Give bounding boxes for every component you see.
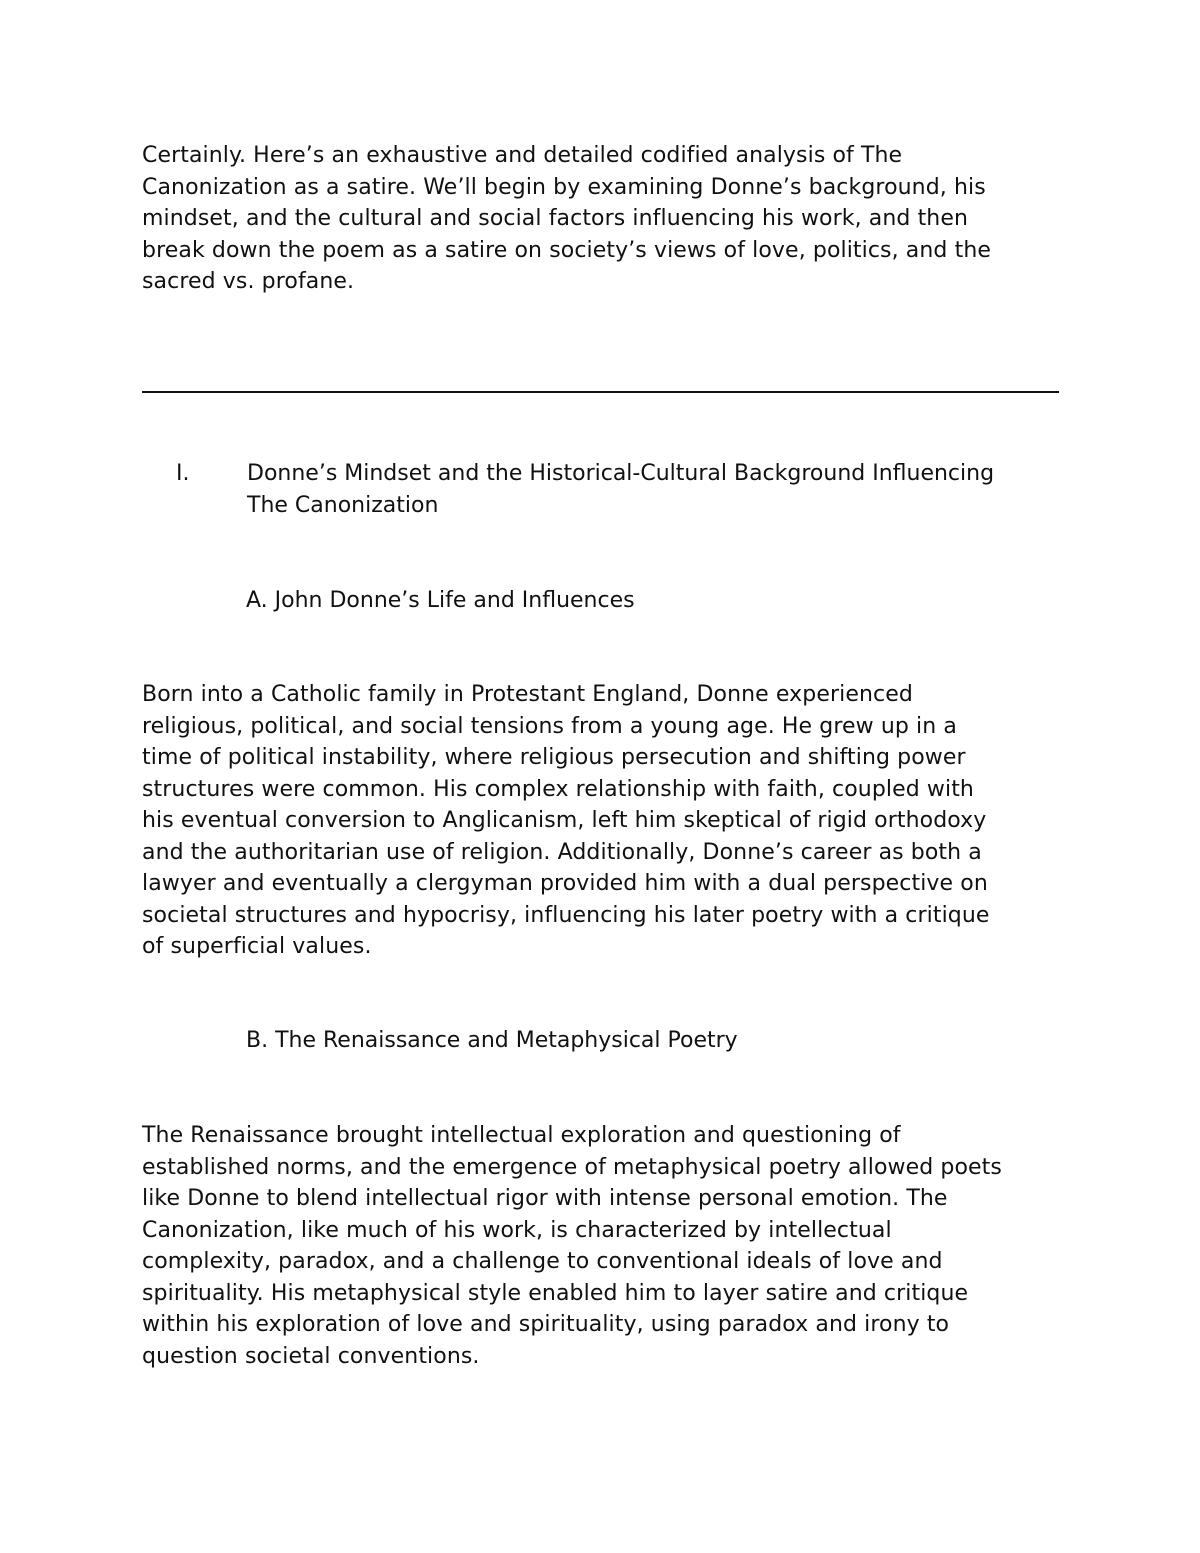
paragraph-line: complexity, paradox, and a challenge to conventional ideals of love and xyxy=(142,1249,943,1274)
subsection-b-paragraph xyxy=(142,1120,1072,1372)
paragraph-line: like Donne to blend intellectual rigor with intense personal emotion. The xyxy=(142,1186,948,1211)
section-numeral: I. xyxy=(176,461,190,486)
subsection-a-paragraph xyxy=(142,679,1072,963)
paragraph-line: The Renaissance brought intellectual exploration and questioning of xyxy=(142,1123,901,1148)
paragraph-line: societal structures and hypocrisy, influencing his later poetry with a critique xyxy=(142,902,990,928)
section-title-line: Donne’s Mindset and the Historical-Cultural Background Influencing xyxy=(247,461,995,486)
paragraph-line: within his exploration of love and spirituality, using paradox and irony to xyxy=(142,1312,950,1337)
paragraph-line: and the authoritarian use of religion. Additionally, Donne’s career as both a xyxy=(142,839,982,865)
intro-paragraph xyxy=(142,140,1072,298)
paragraph-line: time of political instability, where religious persecution and shifting power xyxy=(142,745,966,770)
paragraph-line: Canonization, like much of his work, is characterized by intellectual xyxy=(142,1217,892,1243)
paragraph-line: of superficial values. xyxy=(142,934,372,959)
paragraph-line: spirituality. His metaphysical style enabled him to layer satire and critique xyxy=(142,1280,969,1306)
subsection-b-heading: B. The Renaissance and Metaphysical Poetry xyxy=(246,1028,738,1053)
intro-line: Canonization as a satire. We’ll begin by examining Donne’s background, his xyxy=(142,174,986,200)
intro-line: break down the poem as a satire on society’s views of love, politics, and the xyxy=(142,237,991,263)
paragraph-line: established norms, and the emergence of metaphysical poetry allowed poets xyxy=(142,1154,1002,1180)
paragraph-line: question societal conventions. xyxy=(142,1343,480,1369)
paragraph-line: religious, political, and social tensions from a young age. He grew up in a xyxy=(142,713,957,739)
paragraph-line: lawyer and eventually a clergyman provided him with a dual perspective on xyxy=(142,871,988,896)
intro-line: sacred vs. profane. xyxy=(142,269,355,294)
subsection-a-heading: A. John Donne’s Life and Influences xyxy=(246,588,635,613)
paragraph-line: his eventual conversion to Anglicanism, left him skeptical of rigid orthodoxy xyxy=(142,808,987,833)
section-title-line: The Canonization xyxy=(247,493,439,518)
intro-line: Certainly. Here’s an exhaustive and detailed codified analysis of The xyxy=(142,143,903,168)
horizontal-divider xyxy=(142,391,1059,393)
intro-line: mindset, and the cultural and social factors influencing his work, and then xyxy=(142,206,969,231)
paragraph-line: structures were common. His complex relationship with faith, coupled with xyxy=(142,776,974,802)
paragraph-line: Born into a Catholic family in Protestant England, Donne experienced xyxy=(142,682,913,707)
section-title xyxy=(247,458,1067,522)
